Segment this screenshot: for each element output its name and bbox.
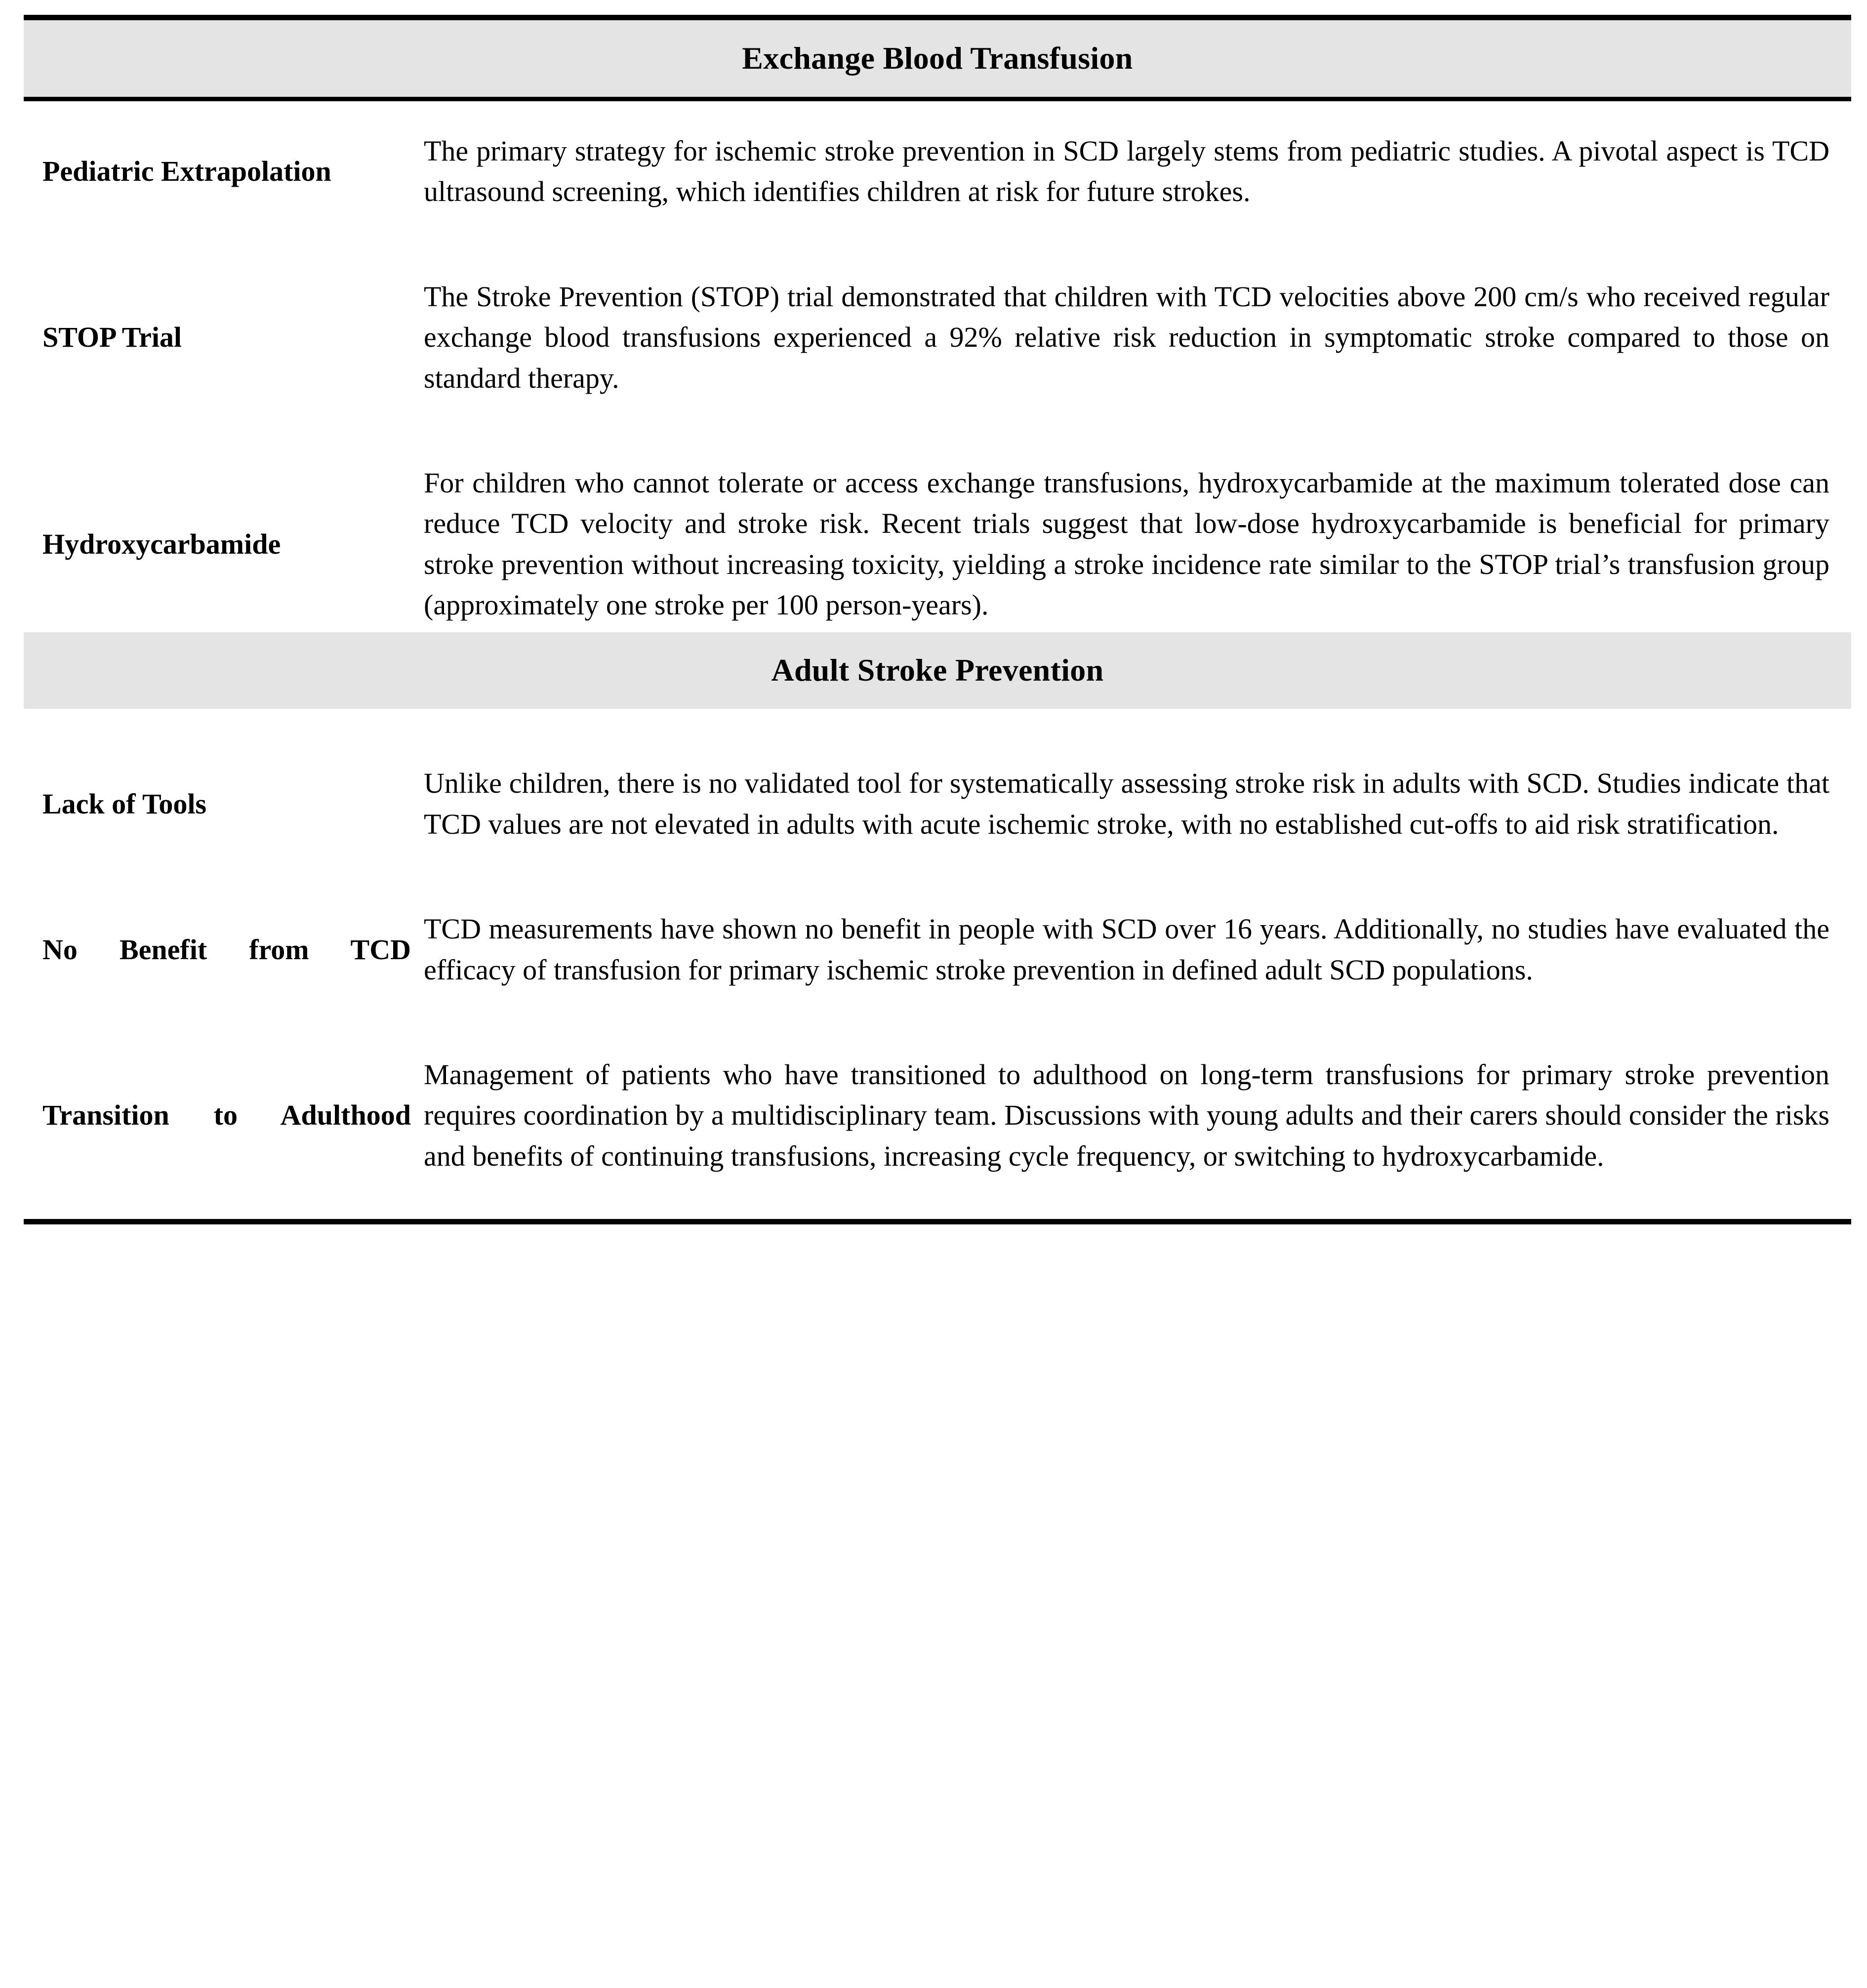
table-row [24,277,1851,399]
table-top-rule [24,15,1851,20]
section-title: Exchange Blood Transfusion [742,41,1133,76]
row-spacer [24,625,1851,632]
table-row [24,909,1851,990]
row-text-stop-trial: The Stroke Prevention (STOP) trial demonstrated that children with TCD velocities above 200 cm/s who received regular exchange blood transfusions experienced a 92% relative risk reduction in symptomatic stroke compared to those on standard therapy. [424,280,1829,394]
row-spacer [24,399,1851,463]
row-label-transition-to-adulthood: Transition to Adulthood [42,1099,411,1132]
section-rows-adult-stroke-prevention [24,709,1851,1219]
row-label-pediatric-extrapolation: Pediatric Extrapolation [42,155,331,188]
row-text-transition-to-adulthood: Management of patients who have transitioned to adulthood on long-term transfusions for primary stroke prevention requires coordination by a multidisciplinary team. Discussions with young adults and their carers should consider the risks and benefits of continuing transfusions, increasing cycle frequency, or switching to hydroxycarbamide. [424,1058,1829,1172]
row-spacer [24,845,1851,909]
table-row [24,131,1851,212]
table-row [24,1055,1851,1177]
row-label-hydroxycarbamide: Hydroxycarbamide [42,527,281,560]
results-table [24,15,1851,1224]
row-spacer [24,990,1851,1055]
row-spacer [24,1177,1851,1219]
row-label-stop-trial: STOP Trial [42,321,182,354]
row-label-no-benefit-from-tcd: No Benefit from TCD [42,933,411,966]
row-text-no-benefit-from-tcd: TCD measurements have shown no benefit in people with SCD over 16 years. Additionally, no studies have evaluated the efficacy of transfusion for primary ischemic stroke prevention in defined adult SCD populations. [424,913,1829,986]
section-rows-exchange-blood-transfusion [24,101,1851,632]
section-header-bottom-rule [24,97,1851,101]
table-row [24,763,1851,845]
table-bottom-rule [24,1219,1851,1224]
row-label-lack-of-tools: Lack of Tools [42,787,206,820]
row-text-pediatric-extrapolation: The primary strategy for ischemic stroke prevention in SCD largely stems from pediatric studies. A pivotal aspect is TCD ultrasound screening, which identifies children at risk for future strokes. [424,135,1829,208]
row-text-hydroxycarbamide: For children who cannot tolerate or access exchange transfusions, hydroxycarbamide at the maximum tolerated dose can reduce TCD velocity and stroke risk. Recent trials suggest that low-dose hydroxycarbamide is beneficial for primary stroke prevention without increasing toxicity, yielding a stroke incidence rate similar to the STOP trial’s transfusion group (approximately one stroke per 100 person-years). [424,466,1829,621]
row-spacer [24,212,1851,277]
row-spacer [24,101,1851,131]
section-header-exchange-blood-transfusion [24,20,1851,97]
row-spacer [24,709,1851,763]
section-title: Adult Stroke Prevention [771,652,1104,688]
table-row [24,463,1851,625]
section-header-adult-stroke-prevention [24,632,1851,709]
row-text-lack-of-tools: Unlike children, there is no validated tool for systematically assessing stroke risk in adults with SCD. Studies indicate that TCD values are not elevated in adults with acute ischemic stroke, with no established cut-offs to aid risk stratification. [424,767,1829,840]
